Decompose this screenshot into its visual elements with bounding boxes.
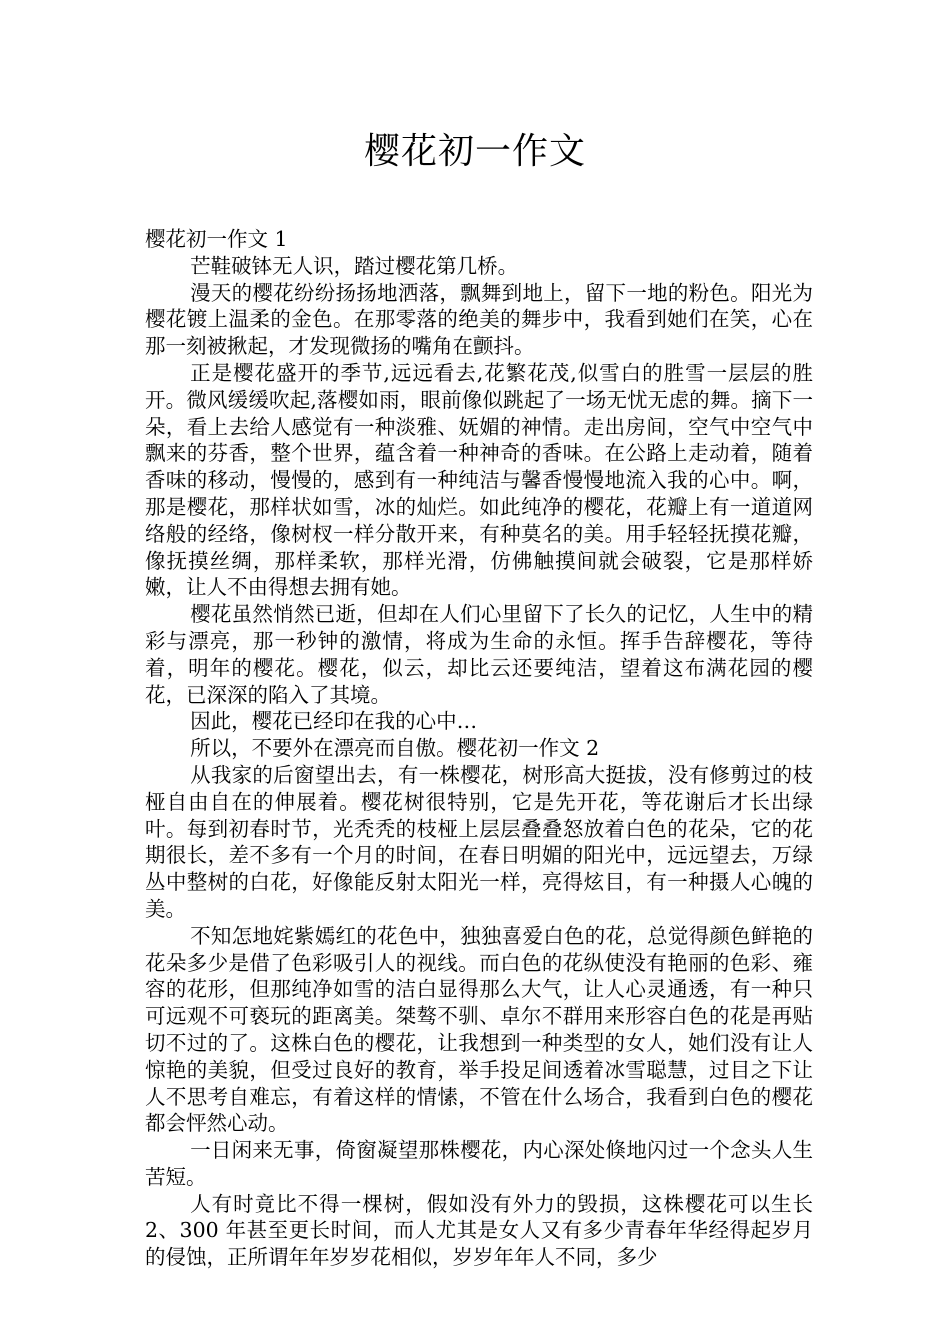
- document-body: [145, 226, 813, 1271]
- paragraph: 不知怎地姹紫嫣红的花色中，独独喜爱白色的花，总觉得颜色鲜艳的花朵多少是借了色彩吸引人的视线。而白色的花纵使没有艳丽的色彩、雍容的花形，但那纯净如雪的洁白显得那么大气，让人心灵通透，有一种只可远观不可亵玩的距离美。桀骜不驯、卓尔不群用来形容白色的花是再贴切不过的了。这株白色的樱花，让我想到一种类型的女人，她们没有让人惊艳的美貌，但受过良好的教育，举手投足间透着冰雪聪慧，过目之下让人不思考自难忘，有着这样的情愫，不管在什么场合，我看到白色的樱花都会怦然心动。: [145, 923, 813, 1136]
- paragraph: 芒鞋破钵无人识，踏过樱花第几桥。: [190, 253, 519, 278]
- paragraph: 一日闲来无事，倚窗凝望那株樱花，内心深处倏地闪过一个念头人生苦短。: [145, 1138, 813, 1189]
- paragraph: 樱花虽然悄然已逝，但却在人们心里留下了长久的记忆，人生中的精彩与漂亮，那一秒钟的激情，将成为生命的永恒。挥手告辞樱花，等待着，明年的樱花。樱花，似云，却比云还要纯洁，望着这布满花园的樱花，已深深的陷入了其境。: [145, 602, 813, 707]
- paragraph: 所以，不要外在漂亮而自傲。樱花初一作文 2: [190, 736, 600, 761]
- paragraph: 人有时竟比不得一棵树，假如没有外力的毁损，这株樱花可以生长 2、300 年甚至更长时间，而人尤其是女人又有多少青春年华经得起岁月的侵蚀，正所谓年年岁岁花相似，岁岁年年人不同，多少: [145, 1191, 813, 1270]
- section-heading: 樱花初一作文 1: [145, 227, 288, 251]
- paragraph: 漫天的樱花纷纷扬扬地洒落，飘舞到地上，留下一地的粉色。阳光为樱花镀上温柔的金色。在那零落的绝美的舞步中，我看到她们在笑，心在那一刻被揪起，才发现微扬的嘴角在颤抖。: [145, 280, 813, 359]
- paragraph: 正是樱花盛开的季节,远远看去,花繁花茂,似雪白的胜雪一层层的胜开。微风缓缓吹起,落樱如雨，眼前像似跳起了一场无忧无虑的舞。摘下一朵，看上去给人感觉有一种淡雅、妩媚的神情。走出房间，空气中空气中飘来的芬香，整个世界，蕴含着一种神奇的香味。在公路上走动着，随着香味的移动，慢慢的，感到有一种纯洁与馨香慢慢地流入我的心中。啊，那是樱花，那样状如雪，冰的灿烂。如此纯净的樱花，花瓣上有一道道网络般的经络，像树杈一样分散开来，有种莫名的美。用手轻轻抚摸花瓣，像抚摸丝绸，那样柔软，那样光滑，仿佛触摸间就会破裂，它是那样娇嫩，让人不由得想去拥有她。: [145, 360, 813, 600]
- paragraph: 从我家的后窗望出去，有一株樱花，树形高大挺拔，没有修剪过的枝桠自由自在的伸展着。樱花树很特别，它是先开花，等花谢后才长出绿叶。每到初春时节，光秃秃的枝桠上层层叠叠怒放着白色的花朵，它的花期很长，差不多有一个月的时间，在春日明媚的阳光中，远远望去，万绿丛中整树的白花，好像能反射太阳光一样，亮得炫目，有一种摄人心魄的美。: [145, 762, 813, 921]
- document-title: 樱花初一作文: [363, 131, 586, 172]
- paragraph: 因此，樱花已经印在我的心中…: [190, 709, 478, 734]
